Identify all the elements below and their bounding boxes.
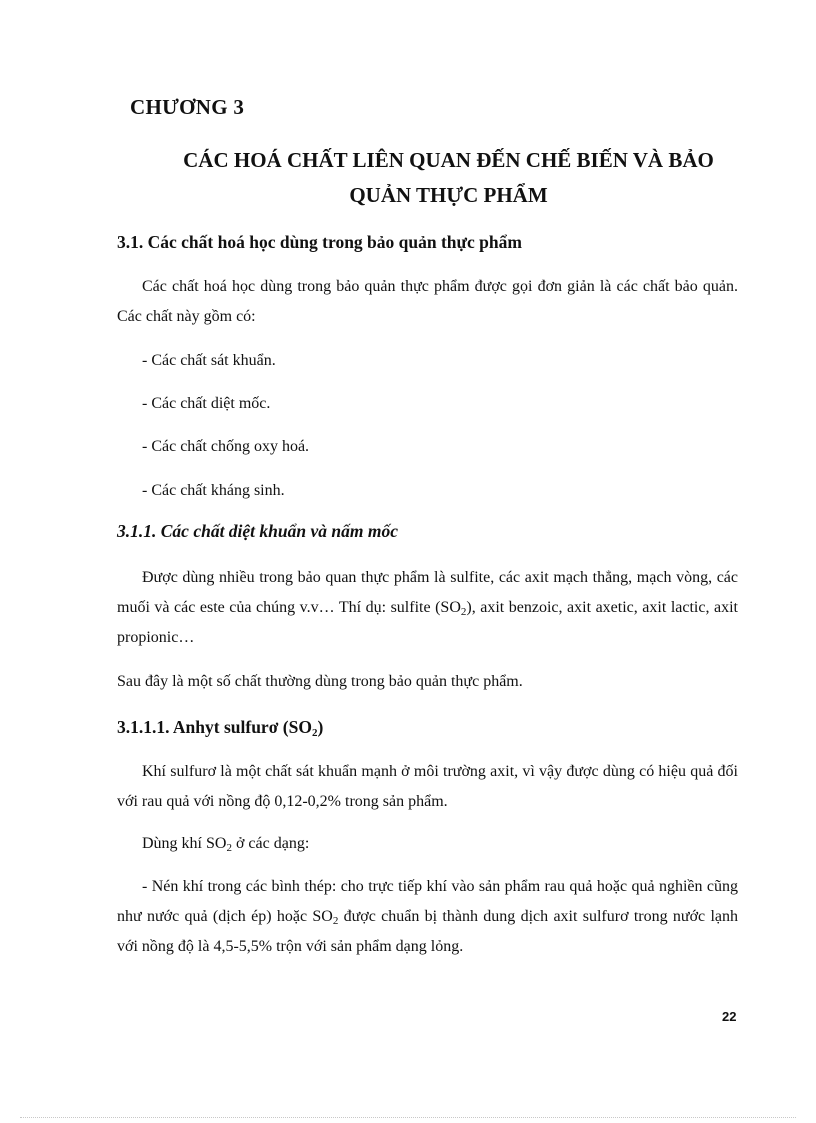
chapter-title-line-2: QUẢN THỰC PHẨM bbox=[349, 183, 548, 207]
paragraph-common-substances: Sau đây là một số chất thường dùng trong bảo quản thực phẩm. bbox=[117, 673, 523, 690]
paragraph-compressed-gas bbox=[117, 872, 738, 962]
subscript: 2 bbox=[226, 842, 232, 854]
section-heading-3-1-1-1 bbox=[117, 717, 323, 738]
list-item: - Các chất chống oxy hoá. bbox=[142, 438, 310, 455]
paragraph-so2-forms-text-a: Dùng khí SO bbox=[142, 835, 227, 852]
paragraph-so2-forms-text-b: ở các dạng: bbox=[231, 835, 310, 852]
subscript: 2 bbox=[460, 606, 467, 618]
subscript: 2 bbox=[332, 915, 339, 927]
section-heading-3-1-1: 3.1.1. Các chất diệt khuẩn và nấm mốc bbox=[117, 521, 398, 541]
section-heading-3-1-1-1-text: 3.1.1.1. Anhyt sulfurơ (SO bbox=[117, 717, 312, 737]
paragraph-sulfurous-gas bbox=[117, 757, 738, 817]
paragraph-sulfurous-gas-text: Khí sulfurơ là một chất sát khuẩn mạnh ở môi trường axit, vì vậy được dùng có hiệu quả đối với rau quả với nồng độ 0,12-0,2% trong sản phẩm. bbox=[117, 763, 738, 810]
section-heading-3-1: 3.1. Các chất hoá học dùng trong bảo quản thực phẩm bbox=[117, 232, 522, 252]
paragraph-preservatives-text-a: Được dùng nhiều trong bảo quan thực phẩm là sulfite, các axit mạch thẳng, mạch vòng, các muối và các este của chúng v.v… Thí dụ: sulfite (SO bbox=[117, 569, 738, 616]
list-item: - Các chất kháng sinh. bbox=[142, 482, 285, 499]
chapter-title-line-1: CÁC HOÁ CHẤT LIÊN QUAN ĐẾN CHẾ BIẾN VÀ BẢO bbox=[183, 148, 714, 172]
list-item: - Các chất diệt mốc. bbox=[142, 395, 271, 412]
list-item: - Các chất sát khuẩn. bbox=[142, 352, 276, 369]
paragraph-so2-forms bbox=[117, 829, 738, 859]
subscript: 2 bbox=[311, 727, 318, 739]
paragraph-intro bbox=[117, 272, 738, 332]
paragraph-compressed-gas-text-a: - Nén khí trong các bình thép: cho trực tiếp khí vào sản phẩm rau quả hoặc quả nghiền cũng như nước quả (dịch ép) hoặc SO bbox=[117, 878, 738, 925]
paragraph-preservatives bbox=[117, 563, 738, 653]
page-number: 22 bbox=[722, 1009, 737, 1024]
paragraph-preservatives-text-b: ), axit benzoic, axit axetic, axit lactic, axit propionic… bbox=[117, 599, 738, 646]
paragraph-compressed-gas-text-b: được chuẩn bị thành dung dịch axit sulfurơ trong nước lạnh với nồng độ là 4,5-5,5% trộn với sản phẩm dạng lỏng. bbox=[117, 908, 739, 955]
page-bottom-divider bbox=[20, 1117, 796, 1118]
chapter-heading: CHƯƠNG 3 bbox=[130, 95, 245, 119]
paragraph-intro-text: Các chất hoá học dùng trong bảo quản thực phẩm được gọi đơn giản là các chất bảo quản. Các chất này gồm có: bbox=[117, 278, 738, 325]
chapter-title bbox=[117, 143, 780, 213]
section-heading-3-1-1-1-close: ) bbox=[317, 717, 324, 737]
